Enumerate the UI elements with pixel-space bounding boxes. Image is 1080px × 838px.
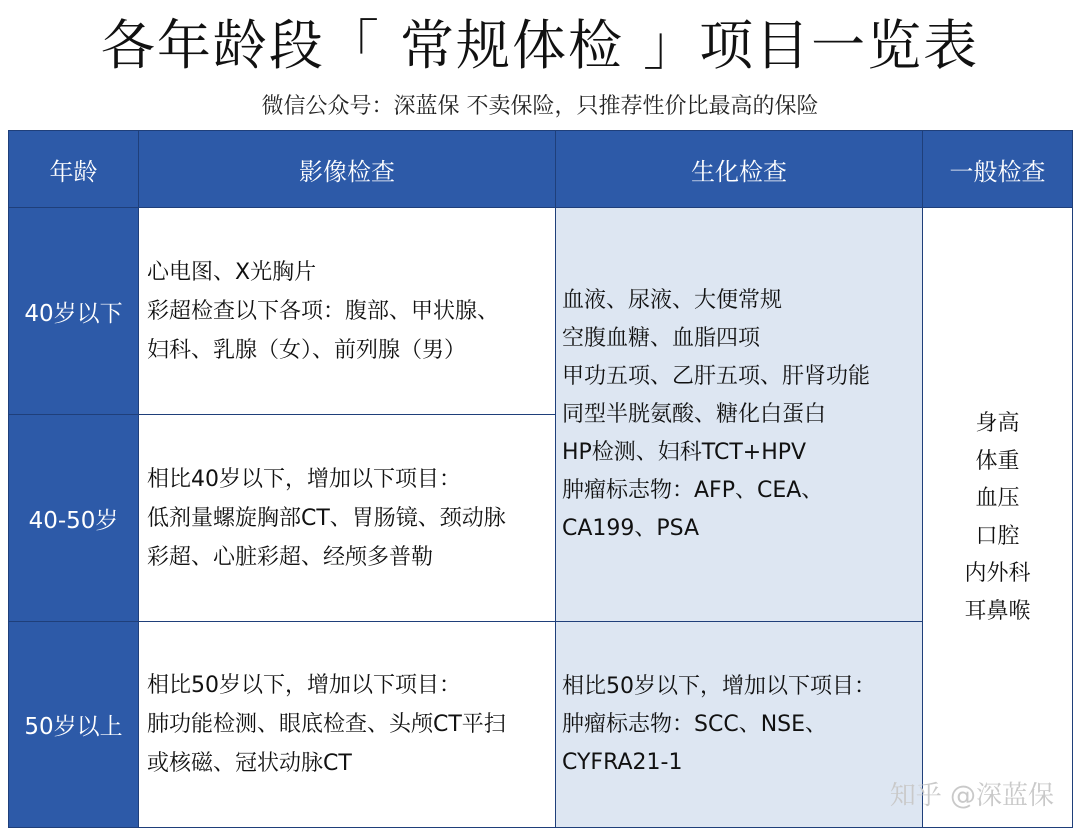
page-subtitle: 微信公众号：深蓝保 不卖保险，只推荐性价比最高的保险: [261, 94, 819, 119]
imaging-line: 心电图、X光胸片: [147, 259, 317, 285]
imaging-line: 相比50岁以下，增加以下项目：: [147, 673, 461, 698]
age-cell: 40-50岁: [9, 415, 139, 622]
biochem-line: 肿瘤标志物：SCC、NSE、: [562, 711, 828, 737]
biochem-cell: [556, 622, 923, 828]
general-cell: [923, 208, 1073, 828]
imaging-line: 肺功能检测、眼底检查、头颅CT平扫: [147, 712, 506, 737]
checkup-table: [8, 130, 1073, 828]
general-item: 耳鼻喉: [964, 598, 1031, 624]
zhihu-watermark: 知乎 @深蓝保: [889, 781, 1054, 811]
imaging-line: 妇科、乳腺（女）、前列腺（男）: [147, 337, 467, 363]
header-biochem: 生化检查: [556, 131, 923, 208]
age-cell: 50岁以上: [9, 622, 139, 828]
imaging-line: 彩超检查以下各项：腹部、甲状腺、: [147, 298, 500, 324]
biochem-line: 同型半胱氨酸、糖化白蛋白: [562, 401, 827, 427]
checkup-table-container: [8, 130, 1072, 828]
imaging-line: 或核磁、冠状动脉CT: [147, 751, 352, 776]
header-general: 一般检查: [923, 131, 1073, 208]
general-item: 口腔: [975, 523, 1020, 549]
page-title: 各年龄段「 常规体检 」项目一览表: [100, 14, 980, 77]
general-item: 身高: [975, 411, 1020, 436]
general-item: 血压: [975, 486, 1020, 511]
imaging-line: 彩超、心脏彩超、经颅多普勒: [147, 544, 434, 570]
imaging-cell: [139, 622, 556, 828]
header-imaging: 影像检查: [139, 131, 556, 208]
imaging-cell: [139, 415, 556, 622]
biochem-line: CA199、PSA: [562, 515, 700, 541]
general-item: 内外科: [964, 561, 1031, 586]
header-age: 年龄: [9, 131, 139, 208]
biochem-line: 肿瘤标志物：AFP、CEA、: [562, 477, 824, 503]
biochem-line: 空腹血糖、血脂四项: [562, 325, 761, 351]
table-row: [9, 208, 1073, 415]
biochem-shared-cell: [556, 208, 923, 622]
biochem-line: CYFRA21-1: [562, 749, 683, 775]
table-header-row: [9, 131, 1073, 208]
biochem-line: 相比50岁以下，增加以下项目：: [562, 673, 876, 699]
biochem-line: 甲功五项、乙肝五项、肝肾功能: [562, 363, 871, 389]
general-item: 体重: [975, 448, 1020, 474]
imaging-cell: [139, 208, 556, 415]
imaging-line: 低剂量螺旋胸部CT、胃肠镜、颈动脉: [147, 505, 506, 531]
biochem-line: HP检测、妇科TCT+HPV: [562, 439, 807, 465]
age-cell: 40岁以下: [9, 208, 139, 415]
biochem-line: 血液、尿液、大便常规: [562, 287, 783, 313]
imaging-line: 相比40岁以下，增加以下项目：: [147, 466, 461, 492]
